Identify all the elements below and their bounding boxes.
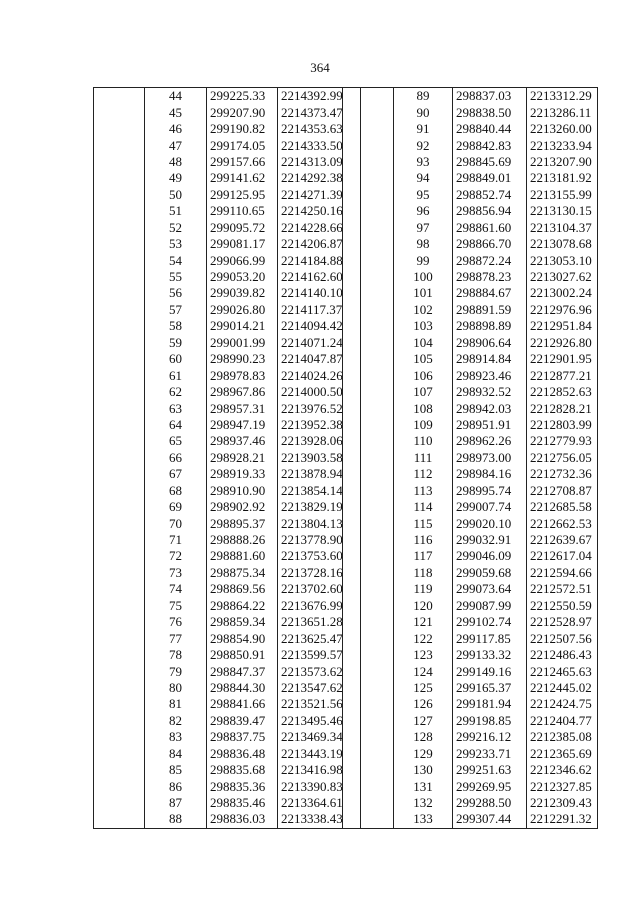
point-number-cell: 54 [145, 252, 207, 268]
y-coordinate-cell: 2212572.51 [527, 581, 598, 597]
x-coordinate-cell: 299117.85 [453, 630, 527, 646]
point-number-cell: 85 [145, 762, 207, 778]
x-coordinate-cell: 299190.82 [207, 121, 278, 137]
point-number-cell: 52 [145, 220, 207, 236]
x-coordinate-cell: 298947.19 [207, 417, 278, 433]
x-coordinate-cell: 298928.21 [207, 450, 278, 466]
y-coordinate-cell: 2213155.99 [527, 187, 598, 203]
x-coordinate-cell: 299073.64 [453, 581, 527, 597]
point-number-cell: 122 [394, 630, 453, 646]
y-coordinate-cell: 2213286.11 [527, 104, 598, 120]
y-coordinate-cell: 2212685.58 [527, 499, 598, 515]
point-number-cell: 110 [394, 433, 453, 449]
y-coordinate-cell: 2213053.10 [527, 252, 598, 268]
y-coordinate-cell: 2212852.63 [527, 384, 598, 400]
y-coordinate-cell: 2214271.39 [278, 187, 361, 203]
point-number-cell: 98 [394, 236, 453, 252]
y-coordinate-cell: 2213854.14 [278, 483, 361, 499]
point-number-cell: 118 [394, 565, 453, 581]
x-coordinate-cell: 299026.80 [207, 302, 278, 318]
x-coordinate-cell: 299149.16 [453, 663, 527, 679]
x-coordinate-cell: 298837.03 [453, 88, 527, 105]
point-number-cell: 84 [145, 746, 207, 762]
x-coordinate-cell: 298864.22 [207, 598, 278, 614]
point-number-cell: 81 [145, 696, 207, 712]
point-number-cell: 100 [394, 269, 453, 285]
y-coordinate-cell: 2212291.32 [527, 811, 598, 828]
x-coordinate-cell: 299181.94 [453, 696, 527, 712]
y-coordinate-cell: 2213338.43 [278, 811, 361, 828]
x-coordinate-cell: 298906.64 [453, 335, 527, 351]
y-coordinate-cell: 2212445.02 [527, 680, 598, 696]
x-coordinate-cell: 299039.82 [207, 285, 278, 301]
x-coordinate-cell: 298914.84 [453, 351, 527, 367]
point-number-cell: 107 [394, 384, 453, 400]
point-number-cell: 80 [145, 680, 207, 696]
point-number-cell: 108 [394, 400, 453, 416]
x-coordinate-cell: 298902.92 [207, 499, 278, 515]
x-coordinate-cell: 298866.70 [453, 236, 527, 252]
point-number-cell: 133 [394, 811, 453, 828]
y-coordinate-cell: 2213547.62 [278, 680, 361, 696]
y-coordinate-cell: 2212756.05 [527, 450, 598, 466]
y-coordinate-cell: 2214024.26 [278, 367, 361, 383]
x-coordinate-cell: 299225.33 [207, 88, 278, 105]
blank-column-cell [94, 88, 145, 829]
point-number-cell: 125 [394, 680, 453, 696]
point-number-cell: 128 [394, 729, 453, 745]
y-coordinate-cell: 2213878.94 [278, 466, 361, 482]
table-row [94, 88, 361, 105]
x-coordinate-cell: 299059.68 [453, 565, 527, 581]
point-number-cell: 129 [394, 746, 453, 762]
y-coordinate-cell: 2214162.60 [278, 269, 361, 285]
point-number-cell: 101 [394, 285, 453, 301]
point-number-cell: 47 [145, 137, 207, 153]
point-number-cell: 112 [394, 466, 453, 482]
point-number-cell: 83 [145, 729, 207, 745]
y-coordinate-cell: 2214206.87 [278, 236, 361, 252]
point-number-cell: 49 [145, 170, 207, 186]
x-coordinate-cell: 298962.26 [453, 433, 527, 449]
y-coordinate-cell: 2213702.60 [278, 581, 361, 597]
point-number-cell: 96 [394, 203, 453, 219]
y-coordinate-cell: 2212528.97 [527, 614, 598, 630]
point-number-cell: 117 [394, 548, 453, 564]
y-coordinate-cell: 2213443.19 [278, 746, 361, 762]
y-coordinate-cell: 2212877.21 [527, 367, 598, 383]
point-number-cell: 62 [145, 384, 207, 400]
x-coordinate-cell: 298898.89 [453, 318, 527, 334]
x-coordinate-cell: 299007.74 [453, 499, 527, 515]
x-coordinate-cell: 298852.74 [453, 187, 527, 203]
y-coordinate-cell: 2213778.90 [278, 532, 361, 548]
y-coordinate-cell: 2214353.63 [278, 121, 361, 137]
y-coordinate-cell: 2213753.60 [278, 548, 361, 564]
x-coordinate-cell: 299046.09 [453, 548, 527, 564]
y-coordinate-cell: 2213521.56 [278, 696, 361, 712]
x-coordinate-cell: 298836.03 [207, 811, 278, 828]
x-coordinate-cell: 298884.67 [453, 285, 527, 301]
point-number-cell: 91 [394, 121, 453, 137]
x-coordinate-cell: 299133.32 [453, 647, 527, 663]
point-number-cell: 105 [394, 351, 453, 367]
x-coordinate-cell: 298957.31 [207, 400, 278, 416]
y-coordinate-cell: 2213130.15 [527, 203, 598, 219]
x-coordinate-cell: 299288.50 [453, 795, 527, 811]
point-number-cell: 115 [394, 515, 453, 531]
y-coordinate-cell: 2212662.53 [527, 515, 598, 531]
y-coordinate-cell: 2212779.93 [527, 433, 598, 449]
x-coordinate-cell: 298837.75 [207, 729, 278, 745]
x-coordinate-cell: 298869.56 [207, 581, 278, 597]
y-coordinate-cell: 2214373.47 [278, 104, 361, 120]
x-coordinate-cell: 299216.12 [453, 729, 527, 745]
y-coordinate-cell: 2212901.95 [527, 351, 598, 367]
x-coordinate-cell: 299233.71 [453, 746, 527, 762]
y-coordinate-cell: 2213651.28 [278, 614, 361, 630]
y-coordinate-cell: 2213002.24 [527, 285, 598, 301]
x-coordinate-cell: 298875.34 [207, 565, 278, 581]
point-number-cell: 127 [394, 713, 453, 729]
y-coordinate-cell: 2213260.00 [527, 121, 598, 137]
x-coordinate-cell: 299157.66 [207, 154, 278, 170]
x-coordinate-cell: 298847.37 [207, 663, 278, 679]
point-number-cell: 55 [145, 269, 207, 285]
y-coordinate-cell: 2214071.24 [278, 335, 361, 351]
y-coordinate-cell: 2213728.16 [278, 565, 361, 581]
coordinates-table-right [342, 87, 598, 829]
y-coordinate-cell: 2212507.56 [527, 630, 598, 646]
x-coordinate-cell: 298881.60 [207, 548, 278, 564]
point-number-cell: 90 [394, 104, 453, 120]
x-coordinate-cell: 298990.23 [207, 351, 278, 367]
y-coordinate-cell: 2213976.52 [278, 400, 361, 416]
x-coordinate-cell: 298891.59 [453, 302, 527, 318]
point-number-cell: 88 [145, 811, 207, 828]
x-coordinate-cell: 299095.72 [207, 220, 278, 236]
x-coordinate-cell: 299125.95 [207, 187, 278, 203]
y-coordinate-cell: 2213573.62 [278, 663, 361, 679]
point-number-cell: 60 [145, 351, 207, 367]
y-coordinate-cell: 2213829.19 [278, 499, 361, 515]
y-coordinate-cell: 2213312.29 [527, 88, 598, 105]
y-coordinate-cell: 2212486.43 [527, 647, 598, 663]
y-coordinate-cell: 2214000.50 [278, 384, 361, 400]
x-coordinate-cell: 298942.03 [453, 400, 527, 416]
y-coordinate-cell: 2214392.99 [278, 88, 361, 105]
y-coordinate-cell: 2212828.21 [527, 400, 598, 416]
point-number-cell: 56 [145, 285, 207, 301]
point-number-cell: 82 [145, 713, 207, 729]
x-coordinate-cell: 298978.83 [207, 367, 278, 383]
y-coordinate-cell: 2214094.42 [278, 318, 361, 334]
point-number-cell: 102 [394, 302, 453, 318]
y-coordinate-cell: 2212951.84 [527, 318, 598, 334]
coordinates-table-left [93, 87, 361, 829]
point-number-cell: 53 [145, 236, 207, 252]
y-coordinate-cell: 2212976.96 [527, 302, 598, 318]
x-coordinate-cell: 299110.65 [207, 203, 278, 219]
x-coordinate-cell: 299269.95 [453, 778, 527, 794]
y-coordinate-cell: 2213495.46 [278, 713, 361, 729]
x-coordinate-cell: 299032.91 [453, 532, 527, 548]
y-coordinate-cell: 2213364.61 [278, 795, 361, 811]
point-number-cell: 116 [394, 532, 453, 548]
point-number-cell: 61 [145, 367, 207, 383]
point-number-cell: 71 [145, 532, 207, 548]
y-coordinate-cell: 2212803.99 [527, 417, 598, 433]
point-number-cell: 44 [145, 88, 207, 105]
point-number-cell: 121 [394, 614, 453, 630]
y-coordinate-cell: 2212639.67 [527, 532, 598, 548]
x-coordinate-cell: 298841.66 [207, 696, 278, 712]
x-coordinate-cell: 299251.63 [453, 762, 527, 778]
x-coordinate-cell: 298849.01 [453, 170, 527, 186]
y-coordinate-cell: 2213676.99 [278, 598, 361, 614]
y-coordinate-cell: 2213390.83 [278, 778, 361, 794]
point-number-cell: 92 [394, 137, 453, 153]
x-coordinate-cell: 298835.46 [207, 795, 278, 811]
x-coordinate-cell: 298923.46 [453, 367, 527, 383]
y-coordinate-cell: 2214140.10 [278, 285, 361, 301]
x-coordinate-cell: 298854.90 [207, 630, 278, 646]
x-coordinate-cell: 298859.34 [207, 614, 278, 630]
point-number-cell: 113 [394, 483, 453, 499]
x-coordinate-cell: 299141.62 [207, 170, 278, 186]
x-coordinate-cell: 299198.85 [453, 713, 527, 729]
y-coordinate-cell: 2212617.04 [527, 548, 598, 564]
y-coordinate-cell: 2213233.94 [527, 137, 598, 153]
y-coordinate-cell: 2212309.43 [527, 795, 598, 811]
y-coordinate-cell: 2212708.87 [527, 483, 598, 499]
point-number-cell: 45 [145, 104, 207, 120]
point-number-cell: 130 [394, 762, 453, 778]
y-coordinate-cell: 2213104.37 [527, 220, 598, 236]
x-coordinate-cell: 298856.94 [453, 203, 527, 219]
x-coordinate-cell: 298835.68 [207, 762, 278, 778]
y-coordinate-cell: 2212346.62 [527, 762, 598, 778]
point-number-cell: 103 [394, 318, 453, 334]
x-coordinate-cell: 299307.44 [453, 811, 527, 828]
x-coordinate-cell: 298878.23 [453, 269, 527, 285]
point-number-cell: 76 [145, 614, 207, 630]
point-number-cell: 68 [145, 483, 207, 499]
table-row [343, 88, 598, 105]
y-coordinate-cell: 2213625.47 [278, 630, 361, 646]
x-coordinate-cell: 298973.00 [453, 450, 527, 466]
page-number: 364 [310, 60, 330, 75]
x-coordinate-cell: 299174.05 [207, 137, 278, 153]
x-coordinate-cell: 298844.30 [207, 680, 278, 696]
y-coordinate-cell: 2212327.85 [527, 778, 598, 794]
x-coordinate-cell: 299053.20 [207, 269, 278, 285]
y-coordinate-cell: 2213903.58 [278, 450, 361, 466]
x-coordinate-cell: 299066.99 [207, 252, 278, 268]
point-number-cell: 99 [394, 252, 453, 268]
x-coordinate-cell: 299087.99 [453, 598, 527, 614]
x-coordinate-cell: 298840.44 [453, 121, 527, 137]
y-coordinate-cell: 2213027.62 [527, 269, 598, 285]
point-number-cell: 131 [394, 778, 453, 794]
point-number-cell: 114 [394, 499, 453, 515]
x-coordinate-cell: 298839.47 [207, 713, 278, 729]
point-number-cell: 59 [145, 335, 207, 351]
y-coordinate-cell: 2213207.90 [527, 154, 598, 170]
y-coordinate-cell: 2214184.88 [278, 252, 361, 268]
x-coordinate-cell: 299001.99 [207, 335, 278, 351]
point-number-cell: 75 [145, 598, 207, 614]
x-coordinate-cell: 298838.50 [453, 104, 527, 120]
point-number-cell: 123 [394, 647, 453, 663]
y-coordinate-cell: 2212594.66 [527, 565, 598, 581]
coordinates-table-right-body [343, 88, 598, 829]
x-coordinate-cell: 298861.60 [453, 220, 527, 236]
x-coordinate-cell: 298995.74 [453, 483, 527, 499]
point-number-cell: 93 [394, 154, 453, 170]
point-number-cell: 58 [145, 318, 207, 334]
y-coordinate-cell: 2212424.75 [527, 696, 598, 712]
y-coordinate-cell: 2214313.09 [278, 154, 361, 170]
y-coordinate-cell: 2213928.06 [278, 433, 361, 449]
point-number-cell: 126 [394, 696, 453, 712]
point-number-cell: 51 [145, 203, 207, 219]
y-coordinate-cell: 2213181.92 [527, 170, 598, 186]
x-coordinate-cell: 298836.48 [207, 746, 278, 762]
y-coordinate-cell: 2212926.80 [527, 335, 598, 351]
x-coordinate-cell: 298850.91 [207, 647, 278, 663]
point-number-cell: 87 [145, 795, 207, 811]
y-coordinate-cell: 2212385.08 [527, 729, 598, 745]
x-coordinate-cell: 299020.10 [453, 515, 527, 531]
point-number-cell: 48 [145, 154, 207, 170]
point-number-cell: 74 [145, 581, 207, 597]
point-number-cell: 109 [394, 417, 453, 433]
y-coordinate-cell: 2212365.69 [527, 746, 598, 762]
point-number-cell: 65 [145, 433, 207, 449]
y-coordinate-cell: 2212404.77 [527, 713, 598, 729]
x-coordinate-cell: 298895.37 [207, 515, 278, 531]
point-number-cell: 73 [145, 565, 207, 581]
point-number-cell: 111 [394, 450, 453, 466]
y-coordinate-cell: 2213952.38 [278, 417, 361, 433]
x-coordinate-cell: 298919.33 [207, 466, 278, 482]
x-coordinate-cell: 298937.46 [207, 433, 278, 449]
point-number-cell: 89 [394, 88, 453, 105]
point-number-cell: 132 [394, 795, 453, 811]
y-coordinate-cell: 2213469.34 [278, 729, 361, 745]
point-number-cell: 72 [145, 548, 207, 564]
x-coordinate-cell: 298872.24 [453, 252, 527, 268]
y-coordinate-cell: 2214333.50 [278, 137, 361, 153]
point-number-cell: 86 [145, 778, 207, 794]
x-coordinate-cell: 298984.16 [453, 466, 527, 482]
x-coordinate-cell: 299102.74 [453, 614, 527, 630]
point-number-cell: 106 [394, 367, 453, 383]
y-coordinate-cell: 2213599.57 [278, 647, 361, 663]
point-number-cell: 120 [394, 598, 453, 614]
x-coordinate-cell: 299207.90 [207, 104, 278, 120]
y-coordinate-cell: 2214117.37 [278, 302, 361, 318]
point-number-cell: 69 [145, 499, 207, 515]
point-number-cell: 119 [394, 581, 453, 597]
x-coordinate-cell: 298888.26 [207, 532, 278, 548]
point-number-cell: 70 [145, 515, 207, 531]
point-number-cell: 64 [145, 417, 207, 433]
y-coordinate-cell: 2212732.36 [527, 466, 598, 482]
point-number-cell: 63 [145, 400, 207, 416]
point-number-cell: 94 [394, 170, 453, 186]
point-number-cell: 95 [394, 187, 453, 203]
point-number-cell: 77 [145, 630, 207, 646]
point-number-cell: 66 [145, 450, 207, 466]
x-coordinate-cell: 299165.37 [453, 680, 527, 696]
point-number-cell: 97 [394, 220, 453, 236]
x-coordinate-cell: 298967.86 [207, 384, 278, 400]
x-coordinate-cell: 298951.91 [453, 417, 527, 433]
x-coordinate-cell: 298835.36 [207, 778, 278, 794]
x-coordinate-cell: 298845.69 [453, 154, 527, 170]
x-coordinate-cell: 298910.90 [207, 483, 278, 499]
y-coordinate-cell: 2214250.16 [278, 203, 361, 219]
y-coordinate-cell: 2214228.66 [278, 220, 361, 236]
point-number-cell: 50 [145, 187, 207, 203]
point-number-cell: 124 [394, 663, 453, 679]
y-coordinate-cell: 2213416.98 [278, 762, 361, 778]
point-number-cell: 104 [394, 335, 453, 351]
y-coordinate-cell: 2212550.59 [527, 598, 598, 614]
coordinates-table-left-body [94, 88, 361, 829]
blank-column-cell [343, 88, 394, 829]
y-coordinate-cell: 2213078.68 [527, 236, 598, 252]
x-coordinate-cell: 298842.83 [453, 137, 527, 153]
x-coordinate-cell: 299081.17 [207, 236, 278, 252]
x-coordinate-cell: 298932.52 [453, 384, 527, 400]
x-coordinate-cell: 299014.21 [207, 318, 278, 334]
y-coordinate-cell: 2214047.87 [278, 351, 361, 367]
y-coordinate-cell: 2213804.13 [278, 515, 361, 531]
point-number-cell: 67 [145, 466, 207, 482]
point-number-cell: 78 [145, 647, 207, 663]
point-number-cell: 79 [145, 663, 207, 679]
y-coordinate-cell: 2212465.63 [527, 663, 598, 679]
point-number-cell: 46 [145, 121, 207, 137]
point-number-cell: 57 [145, 302, 207, 318]
y-coordinate-cell: 2214292.38 [278, 170, 361, 186]
